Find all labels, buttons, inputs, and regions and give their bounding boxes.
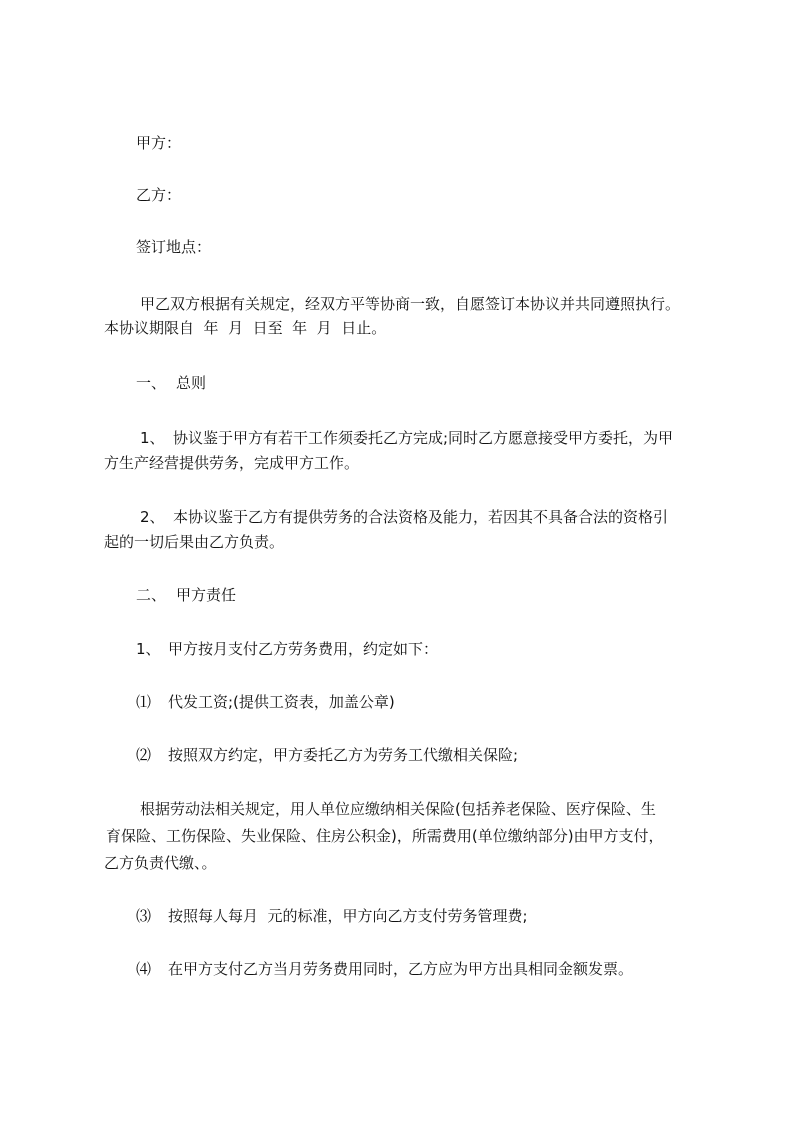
section-2-sub-3-number: ⑶ <box>136 907 152 925</box>
party-b-label: 乙方： <box>136 186 182 204</box>
section-2-sub-2-text: 按照双方约定，甲方委托乙方为劳务工代缴相关保险; <box>168 746 519 764</box>
section-2-item-1-number: 1、 <box>136 640 161 658</box>
party-a-label: 甲方： <box>136 134 182 152</box>
section-2-sub-3-text: 按照每人每月 元的标准，甲方向乙方支付劳务管理费; <box>168 907 528 925</box>
section-2-sub-1-number: ⑴ <box>136 693 152 711</box>
section-2-heading-title: 甲方责任 <box>176 586 237 604</box>
section-2-sub-1-text: 代发工资;(提供工资表，加盖公章) <box>168 693 395 711</box>
section-1-item-1-line-1: 协议鉴于甲方有若干工作须委托乙方完成;同时乙方愿意接受甲方委托，为甲 <box>173 429 674 447</box>
section-2-sub-4-number: ⑷ <box>136 960 152 978</box>
section-1-heading-number: 一、 <box>136 374 167 392</box>
section-1-heading-title: 总则 <box>176 374 207 392</box>
section-1-item-2-number: 2、 <box>140 508 165 526</box>
intro-paragraph-line-2: 本协议期限自 年 月 日至 年 月 日止。 <box>104 319 387 337</box>
section-2-heading-number: 二、 <box>136 586 167 604</box>
section-1-item-2-line-1: 本协议鉴于乙方有提供劳务的合法资格及能力，若因其不具备合法的资格引 <box>173 508 669 526</box>
insurance-paragraph-line-3: 乙方负责代缴、。 <box>104 854 217 872</box>
insurance-paragraph-line-2: 育保险、工伤保险、失业保险、住房公积金)，所需费用(单位缴纳部分)由甲方支付， <box>106 827 664 845</box>
section-2-sub-2-number: ⑵ <box>136 746 152 764</box>
intro-paragraph-line-1: 甲乙双方根据有关规定，经双方平等协商一致，自愿签订本协议并共同遵照执行。 <box>140 295 681 313</box>
section-1-item-2-line-2: 起的一切后果由乙方负责。 <box>104 533 285 551</box>
insurance-paragraph-line-1: 根据劳动法相关规定，用人单位应缴纳相关保险(包括养老保险、医疗保险、生 <box>140 800 656 818</box>
signing-place-label: 签订地点： <box>136 238 212 256</box>
section-1-item-1-line-2: 方生产经营提供劳务，完成甲方工作。 <box>104 454 360 472</box>
section-1-item-1-number: 1、 <box>140 429 165 447</box>
section-2-sub-4-text: 在甲方支付乙方当月劳务费用同时，乙方应为甲方出具相同金额发票。 <box>168 960 634 978</box>
section-2-item-1-text: 甲方按月支付乙方劳务费用，约定如下： <box>168 640 439 658</box>
